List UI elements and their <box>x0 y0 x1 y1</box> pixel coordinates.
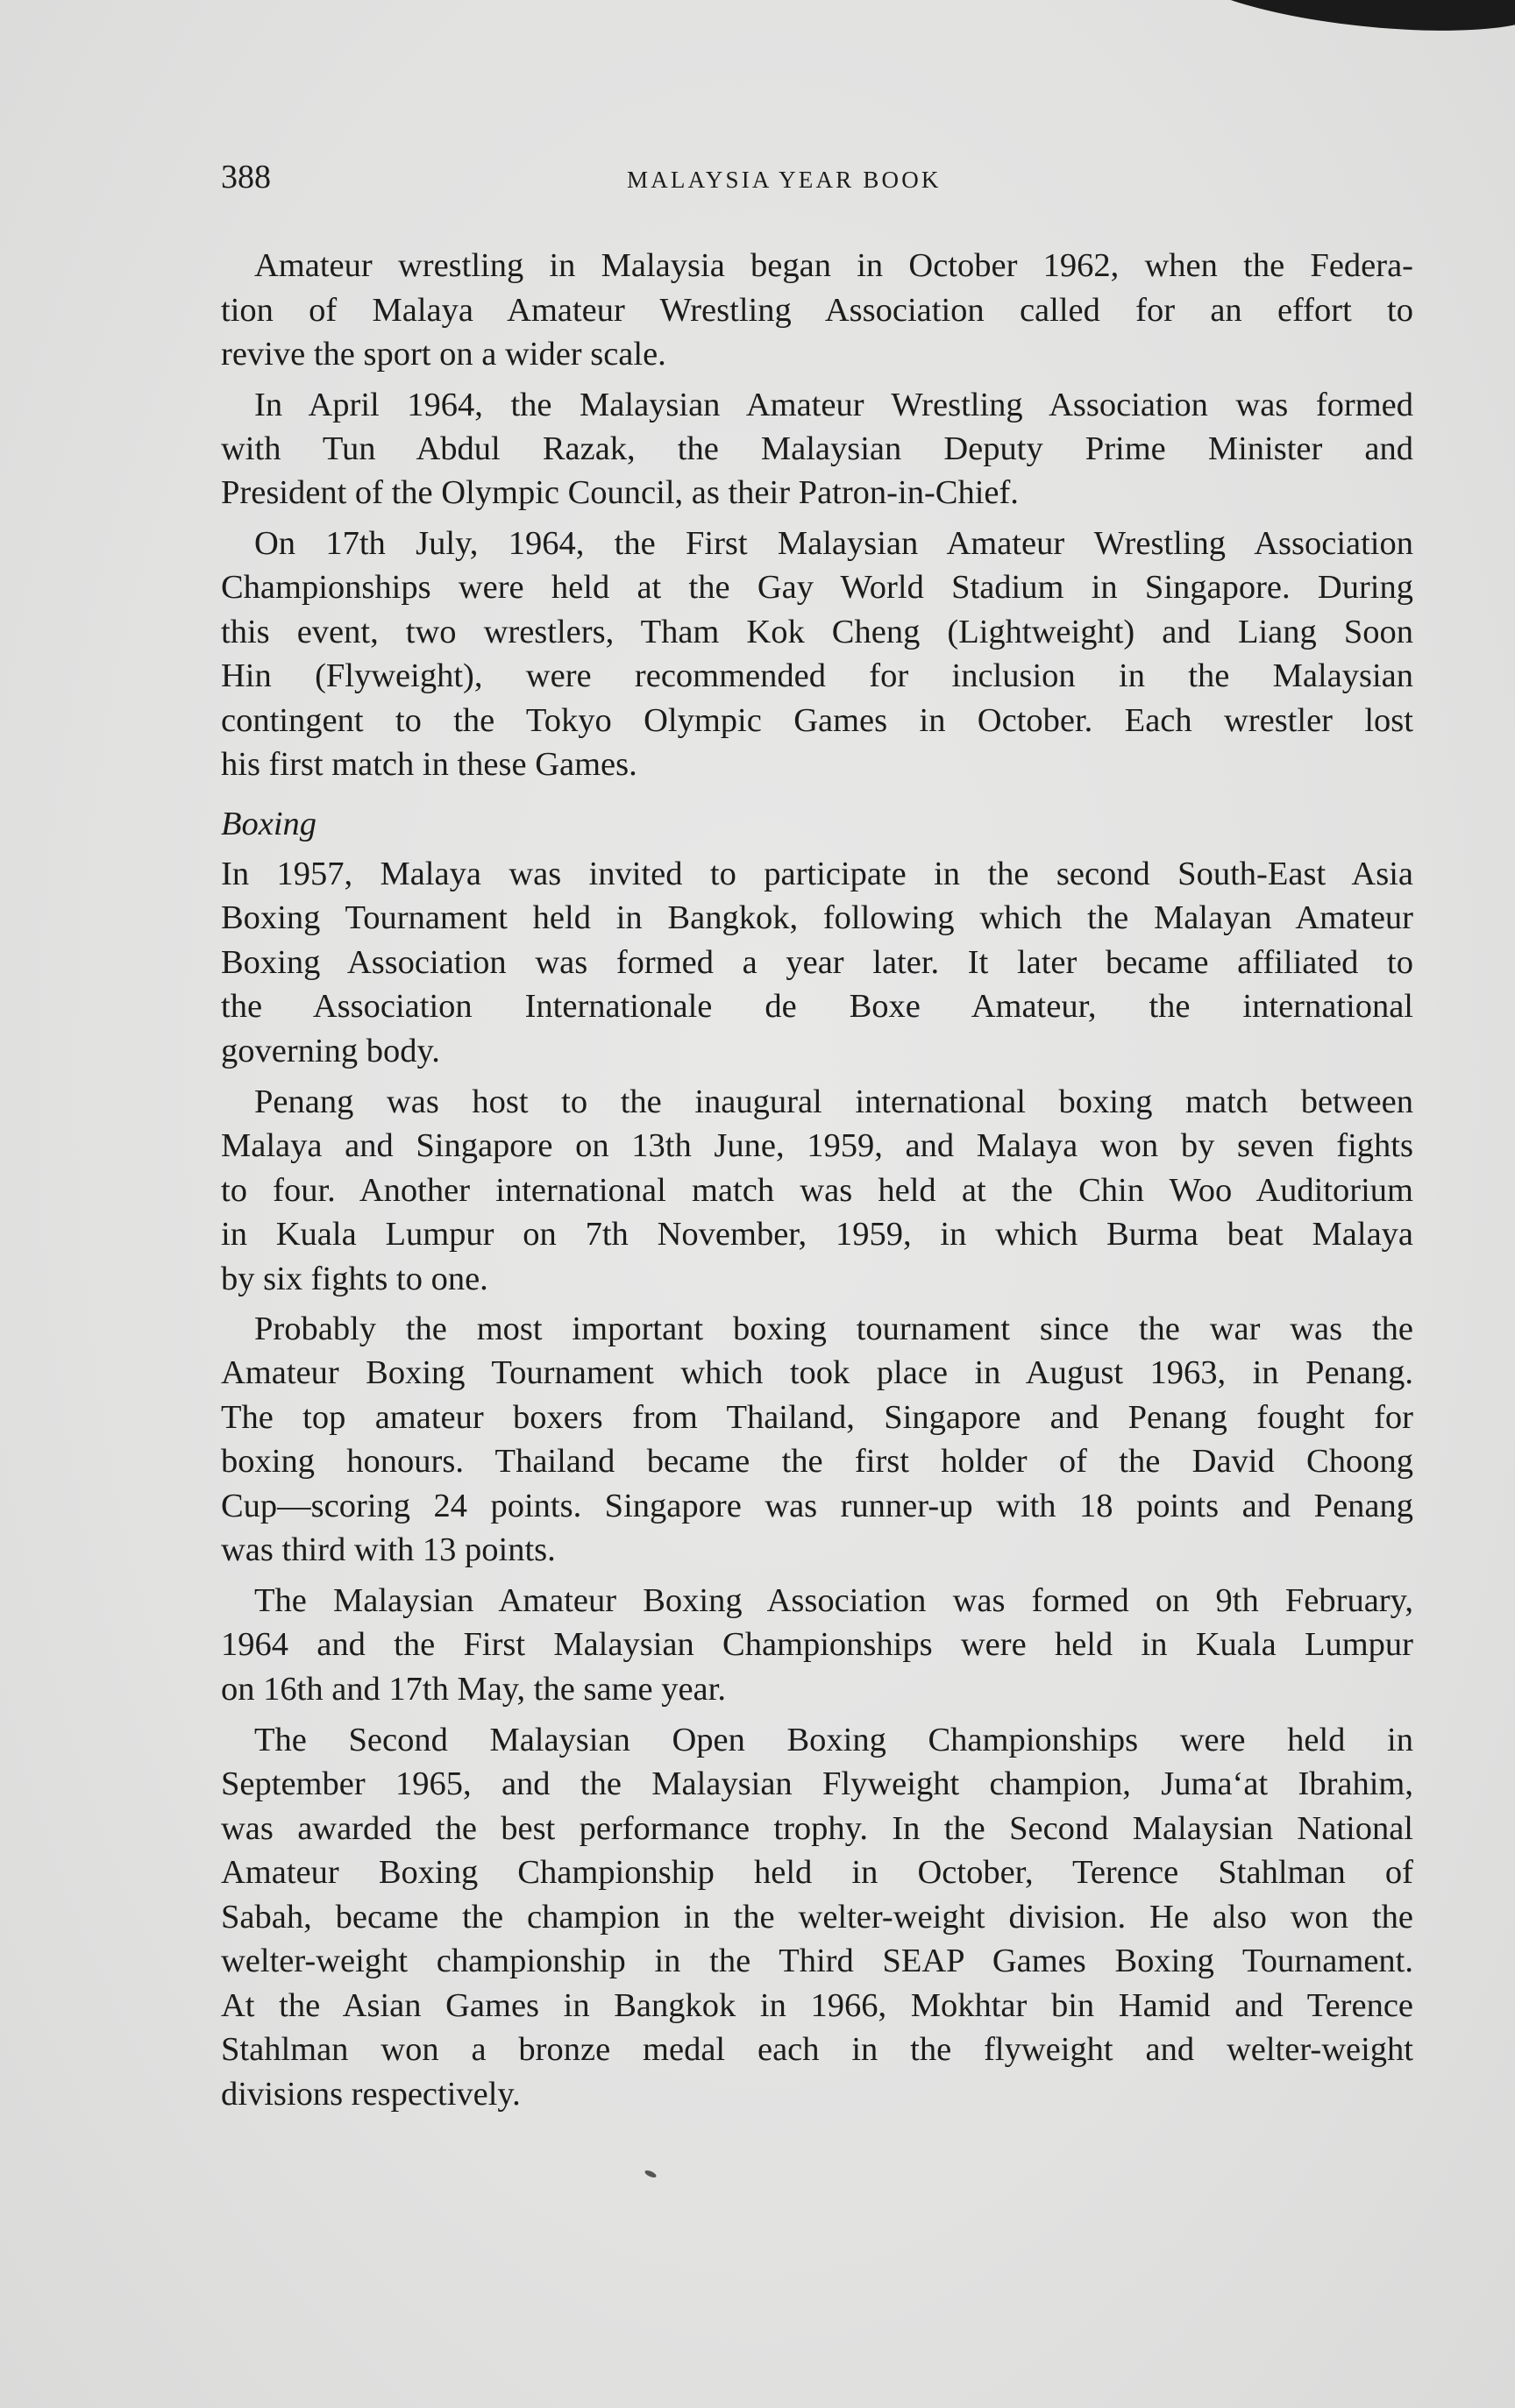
text-line: the Association Internationale de Boxe Amateur, the international <box>221 988 1413 1025</box>
text-line: Amateur wrestling in Malaysia began in October 1962, when the Federa- <box>254 247 1413 284</box>
text-line: Sabah, became the champion in the welter-weight division. He also won the <box>221 1899 1413 1936</box>
text-line: Amateur Boxing Championship held in October, Terence Stahlman of <box>221 1854 1413 1891</box>
text-line: divisions respectively. <box>221 2076 521 2113</box>
text-line: governing body. <box>221 1033 440 1069</box>
text-line: in Kuala Lumpur on 7th November, 1959, in which Burma beat Malaya <box>221 1216 1413 1253</box>
text-line: The Second Malaysian Open Boxing Championships were held in <box>254 1722 1413 1758</box>
text-line: On 17th July, 1964, the First Malaysian Amateur Wrestling Association <box>254 525 1413 562</box>
text-line: Penang was host to the inaugural international boxing match between <box>254 1083 1413 1120</box>
text-line: Malaya and Singapore on 13th June, 1959, and Malaya won by seven fights <box>221 1127 1413 1164</box>
text-line: Amateur Boxing Tournament which took place in August 1963, in Penang. <box>221 1354 1413 1391</box>
text-line: Stahlman won a bronze medal each in the flyweight and welter-weight <box>221 2031 1413 2068</box>
text-line: Championships were held at the Gay World Stadium in Singapore. During <box>221 569 1413 606</box>
text-line: contingent to the Tokyo Olympic Games in October. Each wrestler lost <box>221 702 1413 739</box>
text-line: this event, two wrestlers, Tham Kok Cheng (Lightweight) and Liang Soon <box>221 614 1413 650</box>
text-line: September 1965, and the Malaysian Flyweight champion, Juma‘at Ibrahim, <box>221 1765 1413 1802</box>
page-number: 388 <box>221 159 271 195</box>
text-line: In 1957, Malaya was invited to participate in the second South-East Asia <box>221 856 1413 892</box>
text-line: to four. Another international match was held at the Chin Woo Auditorium <box>221 1172 1413 1209</box>
text-line: The top amateur boxers from Thailand, Singapore and Penang fought for <box>221 1399 1413 1436</box>
page-corner-shadow <box>1178 0 1515 46</box>
text-line: In April 1964, the Malaysian Amateur Wrestling Association was formed <box>254 387 1413 423</box>
text-line: Hin (Flyweight), were recommended for inclusion in the Malaysian <box>221 657 1413 694</box>
text-line: The Malaysian Amateur Boxing Association was formed on 9th February, <box>254 1582 1413 1619</box>
text-line: tion of Malaya Amateur Wrestling Association called for an effort to <box>221 292 1413 329</box>
text-line: was third with 13 points. <box>221 1531 556 1568</box>
text-line: Probably the most important boxing tournament since the war was the <box>254 1311 1413 1347</box>
text-line: his first match in these Games. <box>221 746 637 783</box>
text-line: was awarded the best performance trophy. In the Second Malaysian National <box>221 1810 1413 1847</box>
text-line: by six fights to one. <box>221 1261 488 1297</box>
text-line: Boxing Association was formed a year later. It later became affiliated to <box>221 944 1413 981</box>
text-line: revive the sport on a wider scale. <box>221 336 666 373</box>
text-line: Cup—scoring 24 points. Singapore was runner-up with 18 points and Penang <box>221 1488 1413 1524</box>
text-line: on 16th and 17th May, the same year. <box>221 1671 726 1708</box>
text-line: President of the Olympic Council, as their Patron-in-Chief. <box>221 474 1019 511</box>
ink-speck <box>644 2169 657 2178</box>
text-line: Boxing Tournament held in Bangkok, following which the Malayan Amateur <box>221 899 1413 936</box>
section-heading-boxing: Boxing <box>221 806 317 842</box>
running-head: MALAYSIA YEAR BOOK <box>627 167 942 193</box>
text-line: boxing honours. Thailand became the first holder of the David Choong <box>221 1443 1413 1480</box>
text-line: welter-weight championship in the Third SEAP Games Boxing Tournament. <box>221 1943 1413 1979</box>
text-line: At the Asian Games in Bangkok in 1966, Mokhtar bin Hamid and Terence <box>221 1987 1413 2024</box>
text-line: 1964 and the First Malaysian Championships were held in Kuala Lumpur <box>221 1626 1413 1663</box>
text-line: with Tun Abdul Razak, the Malaysian Deputy Prime Minister and <box>221 430 1413 467</box>
